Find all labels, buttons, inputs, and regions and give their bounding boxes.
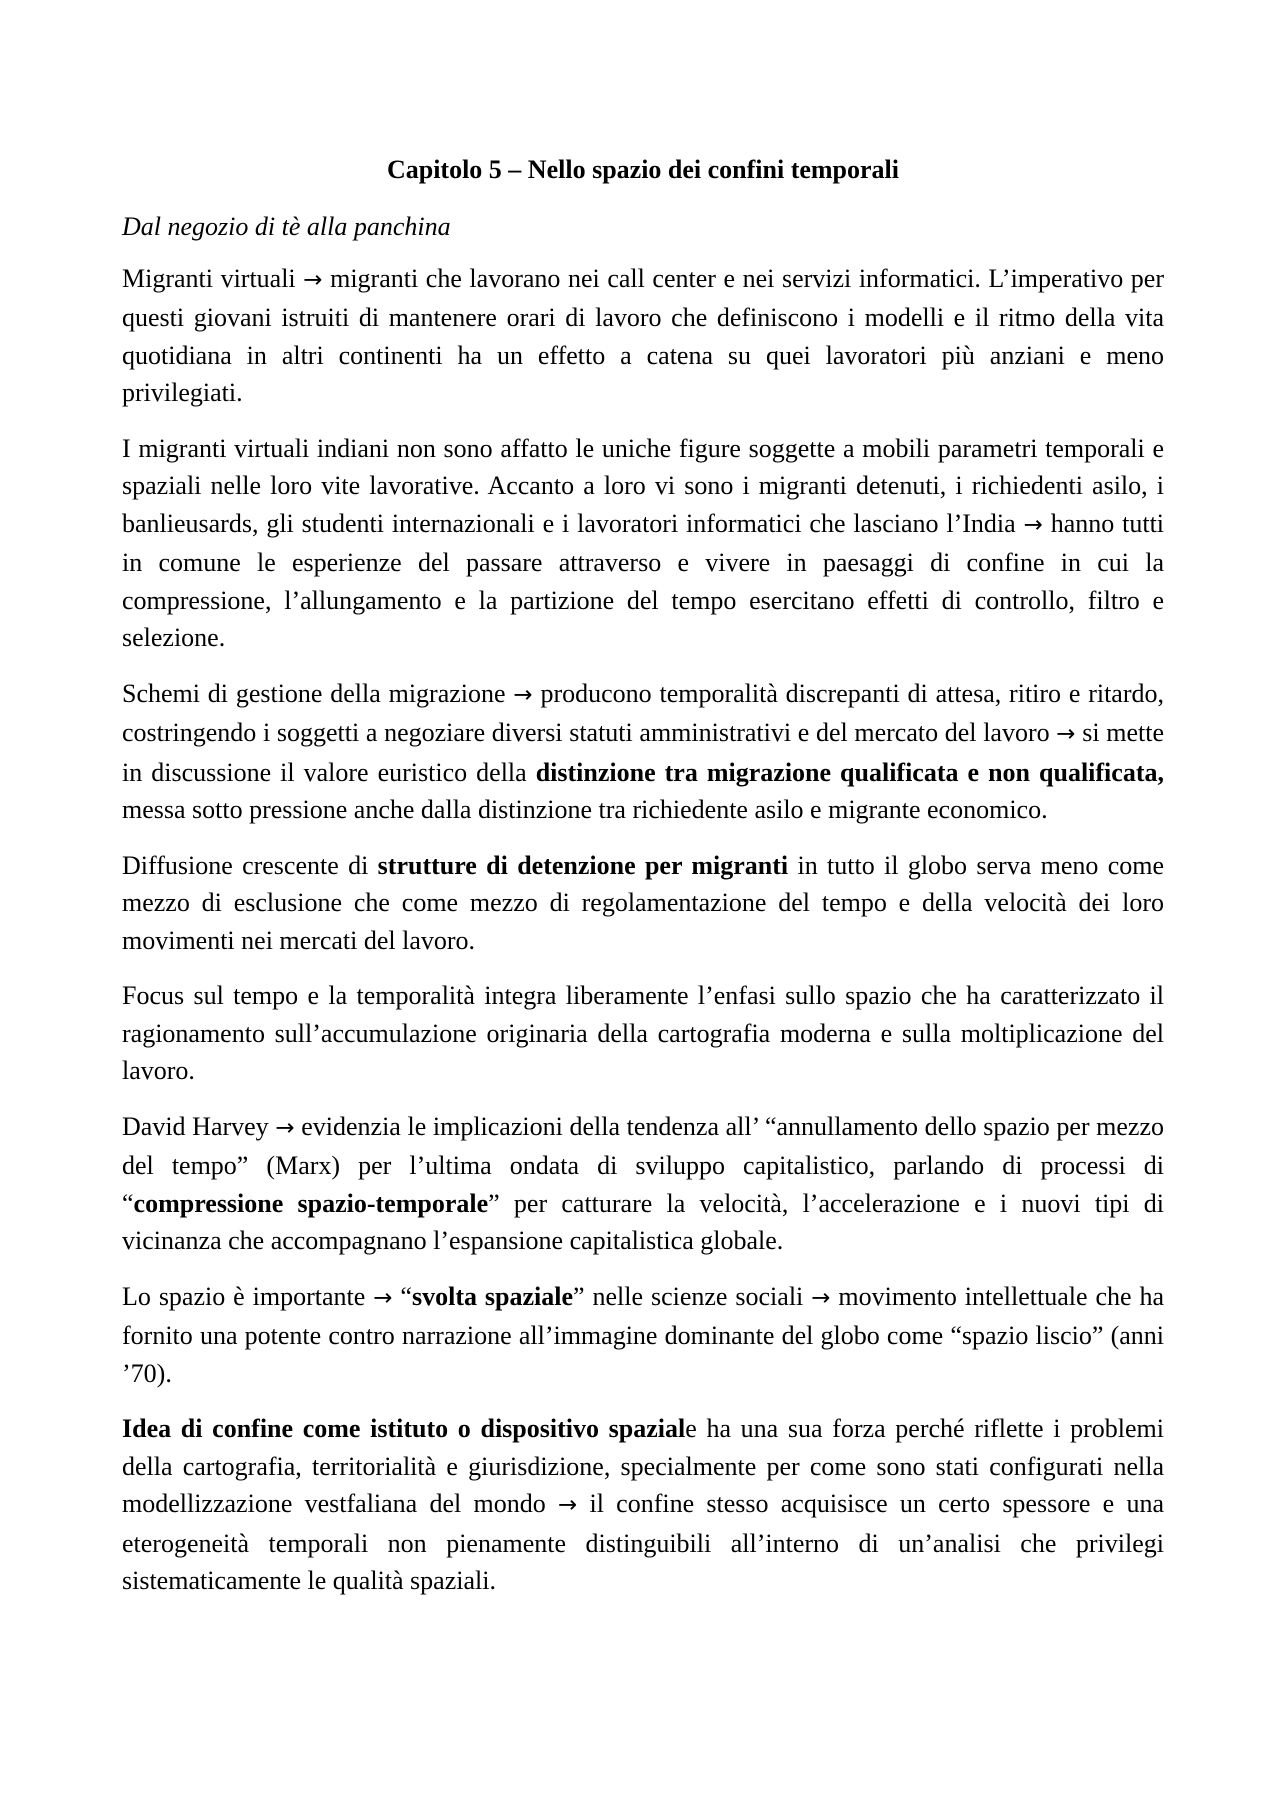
text-span: Schemi di gestione della migrazione [122,678,506,708]
text-span: migranti che lavorano nei call center e nei servizi informatici. L’imperativo per questi giovani istruiti di mantenere orari di lavoro che definiscono i modelli e il ritmo della vita quotidiana in altri continenti ha un effetto a catena su quei lavoratori più anziani e meno privilegiati. [122,263,1164,407]
text-span: Lo spazio è importante [122,1281,366,1311]
section-subtitle: Dal negozio di tè alla panchina [122,212,451,241]
bold-phrase: Idea di confine come istituto o dispositivo spazial [122,1414,686,1443]
arrow-right-icon: → [1056,721,1076,747]
text-span: hanno tutti in comune le esperienze del passare attraverso e vivere in paesaggi di confine in cui la compressione, l’allungamento e la partizione del tempo esercitano effetti di controllo, filtro e selezione. [122,508,1165,652]
text-span: messa sotto pressione anche dalla distinzione tra richiedente asilo e migrante economico. [122,795,1048,824]
arrow-right-icon: → [513,681,533,708]
arrow-right-icon: → [275,1114,295,1141]
paragraph-2 [122,430,1164,657]
text-span: Migranti virtuali [122,263,296,293]
arrow-right-icon: → [373,1284,393,1311]
arrow-right-icon: → [557,1492,578,1518]
bold-phrase: compressione spazio-temporale [133,1188,489,1218]
text-span: Focus sul tempo e la temporalità integra liberamente l’enfasi sullo spazio che ha caratterizzato il ragionamento sull’accumulazione originaria della cartografia moderna e sulla moltiplicazione del lavoro. [122,981,1164,1085]
paragraph-4 [122,847,1164,960]
text-span: in tutto il globo serva meno come mezzo di esclusione che come mezzo di regolamentazione del tempo e della velocità dei loro movimenti nei mercati del lavoro. [122,850,1164,955]
bold-phrase: strutture di detenzione per migranti [377,850,789,880]
text-span: e ha una sua forza perché riflette i problemi della cartografia, territorialità e giurisdizione, specialmente per come sono stati configurati nella modellizzazione vestfaliana del mondo [122,1414,1164,1518]
paragraph-8 [122,1410,1164,1600]
text-span: producono temporalità discrepanti di attesa, ritiro e ritardo, costringendo i soggetti a negoziare diversi statuti amministrativi e del mercato del lavoro [122,678,1165,747]
text-span: Diffusione crescente di [122,850,378,880]
text-span: ” per catturare la velocità, l’accelerazione e i nuovi tipi di vicinanza che accompagnano l’espansione capitalistica globale. [122,1188,1164,1255]
document-page [122,150,1164,1618]
paragraph-1 [122,260,1164,412]
paragraph-7 [122,1278,1164,1393]
arrow-right-icon: → [303,266,323,293]
text-span: evidenzia le implicazioni della tendenza all’ “annullamento dello spazio per mezzo del tempo” (Marx) per l’ultima ondata di sviluppo capitalistico, parlando di processi di “ [122,1111,1165,1218]
paragraph-5 [122,977,1164,1090]
arrow-right-icon: → [1023,511,1043,538]
text-span: si mette in discussione il valore euristico della [122,718,1165,787]
text-span: David Harvey [122,1111,269,1141]
text-span: il confine stesso acquisisce un certo spessore e una eterogeneità temporali non pienamente distinguibili all’interno di un’analisi che privilegi sistematicamente le qualità spaziali. [122,1489,1164,1595]
arrow-right-icon: → [811,1284,831,1311]
text-span: “ [392,1281,412,1311]
text-span: I migranti virtuali indiani non sono affatto le uniche figure soggette a mobili parametri temporali e spaziali nelle loro vite lavorative. Accanto a loro vi sono i migranti detenuti, i richiedenti asilo, i banlieusards, gli studenti internazionali e i lavoratori informatici che lasciano l’India [122,433,1164,538]
paragraph-6 [122,1108,1164,1260]
paragraph-3 [122,675,1164,829]
bold-phrase: svolta spaziale [411,1281,574,1311]
text-span: movimento intellettuale che ha fornito una potente contro narrazione all’immagine dominante del globo come “spazio liscio” (anni ’70). [122,1281,1165,1388]
text-span: ” nelle scienze sociali [573,1281,804,1311]
bold-phrase: distinzione tra migrazione qualificata e non qualificata, [535,757,1164,787]
chapter-title: Capitolo 5 – Nello spazio dei confini temporali [386,155,900,184]
